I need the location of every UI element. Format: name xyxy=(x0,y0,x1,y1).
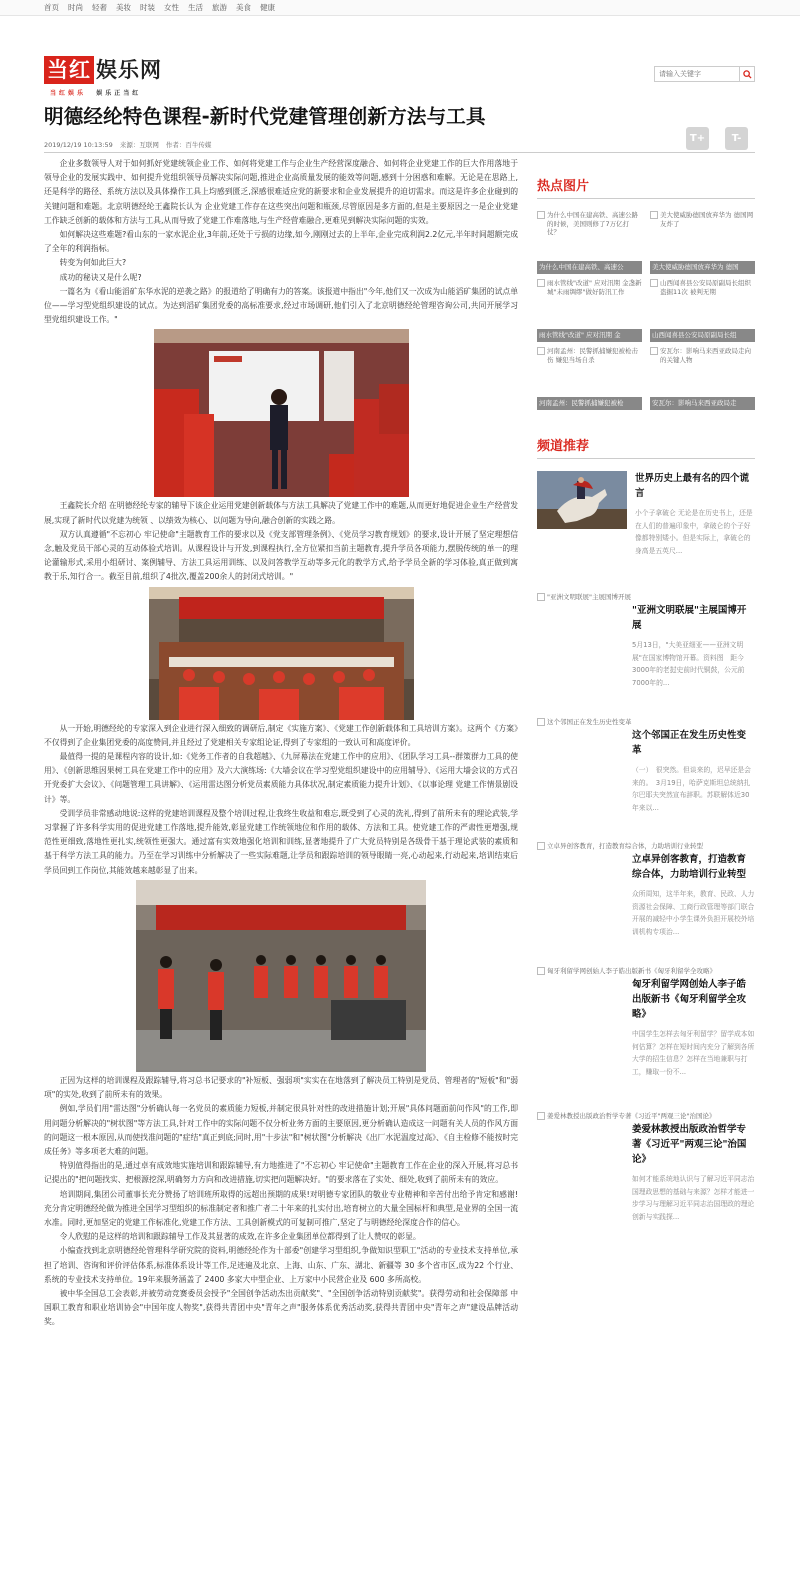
recommend-title[interactable]: 匈牙利留学网创始人李子皓出版新书《匈牙利留学全攻略》 xyxy=(632,979,747,1020)
hot-picture-item[interactable] xyxy=(650,279,755,347)
font-increase-label: T+ xyxy=(689,133,706,144)
article-body xyxy=(44,157,518,1330)
hot-picture-item[interactable] xyxy=(537,347,642,415)
paragraph: 从一开始,明德经纶的专家深入到企业进行深入细致的调研后,制定《实施方案》、《党建工作创新载体和工具培训方案》。这两个《方案》不仅得到了企业集团党委的高度赞同,并且经过了党建相关专家组论证,得到了专家组的一致认可和高度评价。 xyxy=(44,723,518,747)
recommend-desc: 5月13日，"大美亚细亚——亚洲文明展"在国家博物馆开幕。资料图 距今3000年的老挝史前时代铜鼓，公元前7000年的... xyxy=(632,641,745,687)
paragraph: 双方认真遵循"不忘初心 牢记使命"主题教育工作的要求以及《党支部管理条例》、《党员学习教育规划》的要求,设计开展了坚定理想信念,触及党员干部心灵的互动体验式培训。从课程设计与开发,到课程执行,全方位紧扣当前主题教育,提升学员各项能力,摆脱传统的单一的理论灌输形式,采用小组研讨、案例辅导、方法工具运用训练、以及问答教学互动等多元化的教学方式,给予学员全新的学习体验,真正做到寓教于乐,知行合一。截至目前,组织了4批次,覆盖200余人的封闭式培训。" xyxy=(44,529,518,582)
broken-image: 雨水管线"改道" 应对汛期 金盏新城"未雨绸缪"做好防汛工作 xyxy=(537,279,642,296)
font-decrease-button[interactable] xyxy=(725,127,748,150)
hot-picture-item[interactable] xyxy=(650,347,755,415)
article-source: 来源：互联网 xyxy=(119,141,159,149)
paragraph: 正因为这样的培训课程及跟踪辅导,将习总书记要求的"补短板、强弱项"实实在在地落到了解决员工特别是党员、管理者的"短板"和"弱项"的实处,收到了前所未有的效果。 xyxy=(44,1075,518,1100)
paragraph: 小编查找到北京明德经纶管理科学研究院的资料,明德经纶作为十部委"创建学习型组织,争做知识型职工"活动的专业技术支持单位,承担了培训、咨询和评价评估体系,标准体系设计等工作,足迹遍及北京、上海、山东、广东、湖北、新疆等 30 多个省市区,成为22 个行业、系统的专业技术支持单位。19年来服务涵盖了 2400 多家大中型企业、上万家中小民营企业及 600 多所高校。 xyxy=(44,1246,518,1284)
nav-life[interactable]: 生活 xyxy=(188,3,203,12)
broken-image: 匈牙利留学网创始人李子皓出版新书《匈牙利留学全攻略》 xyxy=(537,967,755,975)
nav-women[interactable]: 女性 xyxy=(164,3,179,12)
logo-black-text: 娱乐网 xyxy=(96,58,162,82)
paragraph: 特别值得指出的是,通过卓有成效地实施培训和跟踪辅导,有力地推进了"不忘初心 牢记使命"主题教育工作在企业的深入开展,将习总书记提出的"把问题找实、把根源挖深,明确努力方向和改进措施,切实把问题解决好。"的要求落在了实处、细处,收到了前所未有的效应。 xyxy=(44,1161,518,1185)
search-button[interactable] xyxy=(739,67,754,81)
nav-fashion[interactable]: 时尚 xyxy=(68,3,83,12)
recommend-item[interactable] xyxy=(537,1112,755,1242)
channel-recommend-heading: 频道推荐 xyxy=(537,435,755,459)
article-meta xyxy=(44,140,216,149)
font-decrease-label: T- xyxy=(731,133,742,144)
broken-image: 安瓦尔：影响马来西亚政局走向的关键人物 xyxy=(650,347,755,364)
nav-home[interactable]: 首页 xyxy=(44,3,59,12)
title-divider xyxy=(44,152,755,153)
recommend-item[interactable] xyxy=(537,718,755,842)
recommend-title[interactable]: 这个邻国正在发生历史性变革 xyxy=(632,730,747,756)
search-box xyxy=(654,66,755,82)
recommend-desc: 小个子拿破仑 无论是在历史书上，还是在人们的普遍印象中，拿破仑的个子好像都特别矮小。但是实际上，拿破仑的身高是五英尺... xyxy=(635,509,753,555)
recommend-title[interactable]: 立卓异创客教育，打造教育综合体，力助培训行业转型 xyxy=(632,854,747,880)
logo-red-text: 当红 xyxy=(44,56,94,84)
recommend-desc: 如何才能系统地认识与了解习近平同志治国理政思想的基础与来源？怎样才能进一步学习与理解习近平同志治国理政的理论创新与实践探... xyxy=(632,1175,755,1221)
recommend-item[interactable] xyxy=(537,471,755,593)
recommend-desc: 众所周知，这半年来，教育、民政、人力资源社会保障、工商行政管理等部门联合开展的减轻中小学生课外负担开展校外培训机构专项治... xyxy=(632,890,755,936)
paragraph: 例如,学员们用"雷达图"分析确认每一名党员的素质能力短板,并制定很具针对性的改进措施计划;开展"具体问题面前问作风"的工作,即用问题分析解决的"树状图"等方法工具,针对工作中的实际问题不仅分析业务方面的主要原因,更分析确认造成这一问题有关人员的作风方面的问题这一根本原因,从而使找准问题的"症结"真正到底;同时,用"十步法"和"树状图"分析解决《出厂水泥温度过高》、《自主检修不能按时完成任务》等多项老大难的问题。 xyxy=(44,1104,518,1156)
paragraph: 最值得一提的是课程内容的设计,如:《党务工作者的自我超越》、《九屏幕法在党建工作中的应用》、《团队学习工具--群策群力工具的使用》、《创新思维因果树工具在党建工作中的应用》及六大演练场:《大墙会议在学习型党组织建设中的应用辅导》、《运用大墙会议的方式召开党委扩大会议》、《问题管理工具讲解》、《运用雷达图分析党员素质能力具体状况,制定素质能力提升计划》、《以事论理 党建工作情景剧设计》等。 xyxy=(44,752,518,804)
hot-pictures-grid xyxy=(537,211,755,415)
broken-image: 立卓异创客教育，打造教育综合体，力助培训行业转型 xyxy=(537,842,755,850)
broken-image: 姜爱林教授出版政治哲学专著《习近平"两观三论"治国论》 xyxy=(537,1112,755,1120)
hot-picture-item[interactable] xyxy=(537,211,642,279)
article-date: 2019/12/19 10:13:59 xyxy=(44,141,113,149)
broken-image: 美大使威胁德国放弃华为 德国网友炸了 xyxy=(650,211,755,228)
slogan-red: 当红娱乐 xyxy=(50,90,87,97)
article-author: 作者：百牛传媒 xyxy=(165,141,212,149)
paragraph: 培训期间,集团公司董事长充分赞扬了培训班所取得的远超出预期的成果!对明德专家团队的敬业专业精神和辛苦付出给予肯定和感谢!充分肯定明德经纶做为推进全国学习型组织的标准制定者和推广者二十年来的扎实付出,培育树立的大量全国标杆和典型,是业界的全国一流水准。同时,更加坚定的党建工作标准化,党建工作方法、工具创新模式的可复制可推广,坚定了与明德经纶深度合作的信心。 xyxy=(44,1189,518,1227)
recommend-item[interactable] xyxy=(537,967,755,1112)
napoleon-painting xyxy=(537,471,627,593)
recommend-text xyxy=(635,471,755,593)
search-input[interactable] xyxy=(655,67,739,81)
paragraph: 一篇名为《看山能滔矿东华水泥的逆袭之路》的报道给了明确有力的答案。该报道中指出"今年,他们又一次成为山能滔矿集团的试点单位——学习型党组织建设的试点。为达到滔矿集团党委的高标准要求,经过市场调研,他们引入了北京明德经纶管理咨询公司,共同开展学习型党组织建设工作。" xyxy=(44,286,518,325)
top-nav xyxy=(0,0,800,16)
header xyxy=(0,16,800,96)
logo-slogan xyxy=(50,88,141,97)
hot-picture-caption[interactable]: 为什么中国在建高铁、高速公 xyxy=(537,261,642,274)
hot-pictures-heading: 热点图片 xyxy=(537,175,755,199)
recommend-title[interactable]: 姜爱林教授出版政治哲学专著《习近平"两观三论"治国论》 xyxy=(632,1124,747,1165)
paragraph: 企业多数领导人对于如何抓好党建统领企业工作、如何将党建工作与企业生产经营深度融合、如何将企业党建工作的巨大作用落地于领导企业的发展实践中、如何提升党组织领导员解决实际问题,推进企业高质量发展的能效等问题,感到十分困惑和难解。无论是在思路上,还是科学的路径、系统方法以及具体操作工具上均感到匮乏,深感很难适应党的新要求和企业发展提升的迫切需求。而这是许多企业碰到的关键问题和难题。北京明德经纶王鑫院长认为 企业党建工作存在这些突出问题和瓶颈,尽管原因是多方面的,但是主要原因之一是企业党建工作缺乏创新的载体和方法与工具,从而导致了党建工作难落地,与生产经营难融合,更难见到解决实际问题的实效。 xyxy=(44,159,518,225)
recommend-title[interactable]: 世界历史上最有名的四个谎言 xyxy=(635,473,750,499)
search-icon xyxy=(743,70,752,79)
broken-image: 为什么中国在建高铁、高速公路的时候，美国则修了7万亿打仗？ xyxy=(537,211,642,237)
broken-image: "亚洲文明联展"主展国博开展 xyxy=(537,593,755,601)
hot-picture-caption[interactable]: 雨水管线"改道" 应对汛期 金 xyxy=(537,329,642,342)
recommend-item[interactable] xyxy=(537,593,755,718)
paragraph: 令人欣慰的是这样的培训和跟踪辅导工作及其显著的成效,在许多企业集团单位都得到了让人赞叹的彰显。 xyxy=(59,1232,421,1242)
nav-food[interactable]: 美食 xyxy=(236,3,251,12)
paragraph: 转变为何如此巨大? xyxy=(59,258,127,268)
broken-image: 河南孟州：民警抓捕嫌犯被枪击伤 嫌犯当场自杀 xyxy=(537,347,642,364)
article-title: 明德经纶特色课程-新时代党建管理创新方法与工具 xyxy=(44,105,486,128)
training-photo-3 xyxy=(136,880,426,1072)
nav-travel[interactable]: 旅游 xyxy=(212,3,227,12)
training-photo-2 xyxy=(149,587,414,720)
font-increase-button[interactable] xyxy=(686,127,709,150)
training-photo-1 xyxy=(154,329,409,497)
hot-picture-caption[interactable]: 美大使威胁德国放弃华为 德国 xyxy=(650,261,755,274)
recommend-title[interactable]: "亚洲文明联展"主展国博开展 xyxy=(632,605,747,631)
nav-luxury[interactable]: 轻奢 xyxy=(92,3,107,12)
hot-picture-caption[interactable]: 河南孟州：民警抓捕嫌犯被枪 xyxy=(537,397,642,410)
broken-image: 这个邻国正在发生历史性变革 xyxy=(537,718,755,726)
paragraph: 如何解决这些难题?看山东的一家水泥企业,3年前,还处于亏损的边缘,如今,刚刚过去的上半年,企业完成利润2.2亿元,半年时间超额完成了全年的利润指标。 xyxy=(44,230,518,254)
recommend-item[interactable] xyxy=(537,842,755,967)
sidebar xyxy=(537,175,755,1242)
paragraph: 王鑫院长介绍 在明德经纶专家的辅导下该企业运用党建创新载体与方法工具解决了党建工作中的难题,从而更好地促进企业生产经营发展,实现了新时代以党建为统领 、以绩效为核心、以问题为导向,融合创新的实践之路。 xyxy=(44,501,518,525)
hot-picture-caption[interactable]: 安瓦尔：影响马来西亚政局走 xyxy=(650,397,755,410)
site-logo[interactable] xyxy=(44,56,162,84)
paragraph: 成功的秘诀又是什么呢? xyxy=(59,272,142,282)
nav-clothing[interactable]: 时装 xyxy=(140,3,155,12)
nav-health[interactable]: 健康 xyxy=(260,3,275,12)
broken-image: 山西闻喜县公安局原副局长组织盗掘11次 被判无期 xyxy=(650,279,755,296)
nav-beauty[interactable]: 美妆 xyxy=(116,3,131,12)
paragraph: 被中华全国总工会表彰,并被劳动竞赛委员会授予"全国创争活动杰出贡献奖"、"全国创争活动特别贡献奖"。获得劳动和社会保障部 中国职工教育和职业培训协会"中国年度人物奖",获得共青团中央"青年之声"服务体系优秀活动奖,获得共青团中央"青年之声"建设品牌活动奖。 xyxy=(44,1288,518,1327)
hot-picture-caption[interactable]: 山西闻喜县公安局原副局长组 xyxy=(650,329,755,342)
recommend-desc: 中国学生怎样去匈牙利留学？留学成本如何估算？怎样在短时间内充分了解到各所大学的招生信息？怎样在当地兼职与打工，赚取一份不... xyxy=(632,1030,755,1076)
recommend-desc: （一） 很突然。但谈来的，迟早还是会来的。 3月19日，哈萨克斯坦总统纳扎尔巴耶夫突然宣布辞职。苏联解体近30年来以... xyxy=(632,766,751,812)
hot-picture-item[interactable] xyxy=(650,211,755,279)
slogan-black: 娱乐正当红 xyxy=(96,90,142,97)
hot-picture-item[interactable] xyxy=(537,279,642,347)
paragraph: 受训学员非常感动地说:这样的党建培训课程及整个培训过程,让我终生收益和难忘,既受到了心灵的洗礼,得到了前所未有的理论武装,学习掌握了许多科学实用的促进党建工作落地,提升能效,彰显党建工作统领地位和作用的载体、方法和工具。使党建工作的严肃性更增强,规范性更细致,落地性更扎实,统领性更强大。通过富有实效地强化培训和训练,显著地提升了广大党员特别是各级骨干基于理论武装的素质和基于科学方法工具的能力。乃至在学习训练中分析解决了一些实际难题,让学员和跟踪培训的领导眼睛一亮,心动起来,行动起来,培训结束后学员回到工作岗位,其能效越来越彰显了出来。 xyxy=(44,808,518,875)
